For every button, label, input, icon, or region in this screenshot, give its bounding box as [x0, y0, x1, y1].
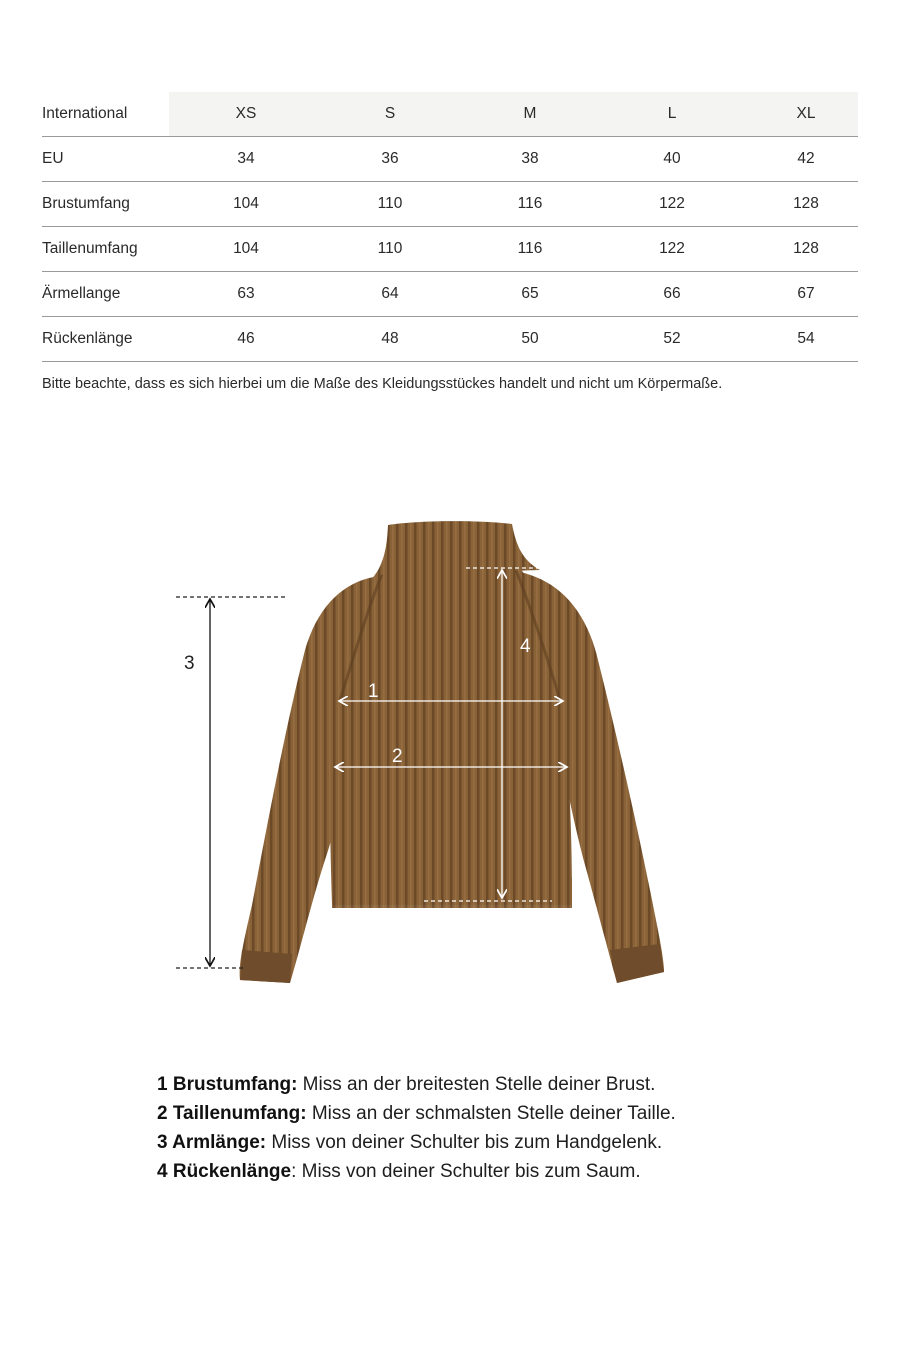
header-size: S [384, 105, 396, 122]
table-cell: 54 [797, 330, 815, 347]
table-cell: 34 [237, 150, 255, 167]
table-header-row [42, 92, 858, 137]
header-size: L [667, 105, 677, 122]
sweater-collar [375, 521, 540, 575]
header-size: M [523, 105, 537, 122]
table-cell: 46 [237, 330, 255, 347]
legend-text: Miss von deiner Schulter bis zum Handgelenk. [266, 1132, 663, 1153]
row-label: Taillenumfang [42, 240, 138, 257]
legend-item [157, 1128, 676, 1157]
table-cell: 52 [663, 330, 681, 347]
table-row [42, 317, 858, 362]
table-cell: 128 [793, 195, 819, 212]
sweater-measurement-diagram [160, 510, 680, 1000]
legend-text: : Miss von deiner Schulter bis zum Saum. [291, 1161, 641, 1182]
table-cell: 104 [233, 195, 259, 212]
sweater-hem [332, 878, 572, 908]
right-cuff [610, 944, 664, 983]
legend-item [157, 1099, 676, 1128]
header-size: XS [235, 105, 257, 122]
table-cell: 66 [663, 285, 681, 302]
row-label: Ärmellange [42, 285, 121, 302]
table-row [42, 137, 858, 182]
table-cell: 116 [517, 240, 543, 257]
table-cell: 122 [659, 195, 685, 212]
table-cell: 38 [521, 150, 539, 167]
table-cell: 110 [377, 195, 403, 212]
marker-2: 2 [392, 746, 403, 767]
row-label: EU [42, 150, 64, 167]
size-table [42, 92, 858, 362]
table-cell: 64 [381, 285, 399, 302]
table-cell: 122 [659, 240, 685, 257]
legend-item [157, 1157, 676, 1186]
table-row [42, 227, 858, 272]
measurement-note: Bitte beachte, dass es sich hierbei um die Maße des Kleidungsstückes handelt und nicht um Körpermaße. [42, 376, 723, 392]
table-cell: 40 [663, 150, 681, 167]
header-size: XL [796, 105, 816, 122]
table-cell: 63 [237, 285, 255, 302]
table-cell: 67 [797, 285, 815, 302]
table-row [42, 272, 858, 317]
legend-text: Miss an der schmalsten Stelle deiner Taille. [306, 1103, 676, 1124]
table-row [42, 182, 858, 227]
legend-term: 1 Brustumfang: [157, 1074, 298, 1095]
table-cell: 42 [797, 150, 815, 167]
marker-4: 4 [520, 636, 531, 657]
table-cell: 50 [521, 330, 539, 347]
table-cell: 36 [381, 150, 399, 167]
table-cell: 128 [793, 240, 819, 257]
measurement-legend [157, 1070, 676, 1186]
legend-item [157, 1070, 676, 1099]
legend-term: 4 Rückenlänge [157, 1161, 292, 1182]
table-cell: 116 [517, 195, 543, 212]
left-cuff [240, 950, 292, 983]
legend-text: Miss an der breitesten Stelle deiner Brust. [297, 1074, 656, 1095]
table-cell: 110 [377, 240, 403, 257]
header-label: International [42, 105, 128, 122]
marker-1: 1 [368, 681, 379, 702]
legend-term: 3 Armlänge: [157, 1132, 267, 1153]
marker-3: 3 [184, 653, 195, 674]
table-cell: 48 [381, 330, 399, 347]
row-label: Rückenlänge [42, 330, 133, 347]
sweater-body [330, 560, 572, 905]
table-cell: 104 [233, 240, 259, 257]
table-cell: 65 [521, 285, 539, 302]
legend-term: 2 Taillenumfang: [157, 1103, 307, 1124]
row-label: Brustumfang [42, 195, 130, 212]
